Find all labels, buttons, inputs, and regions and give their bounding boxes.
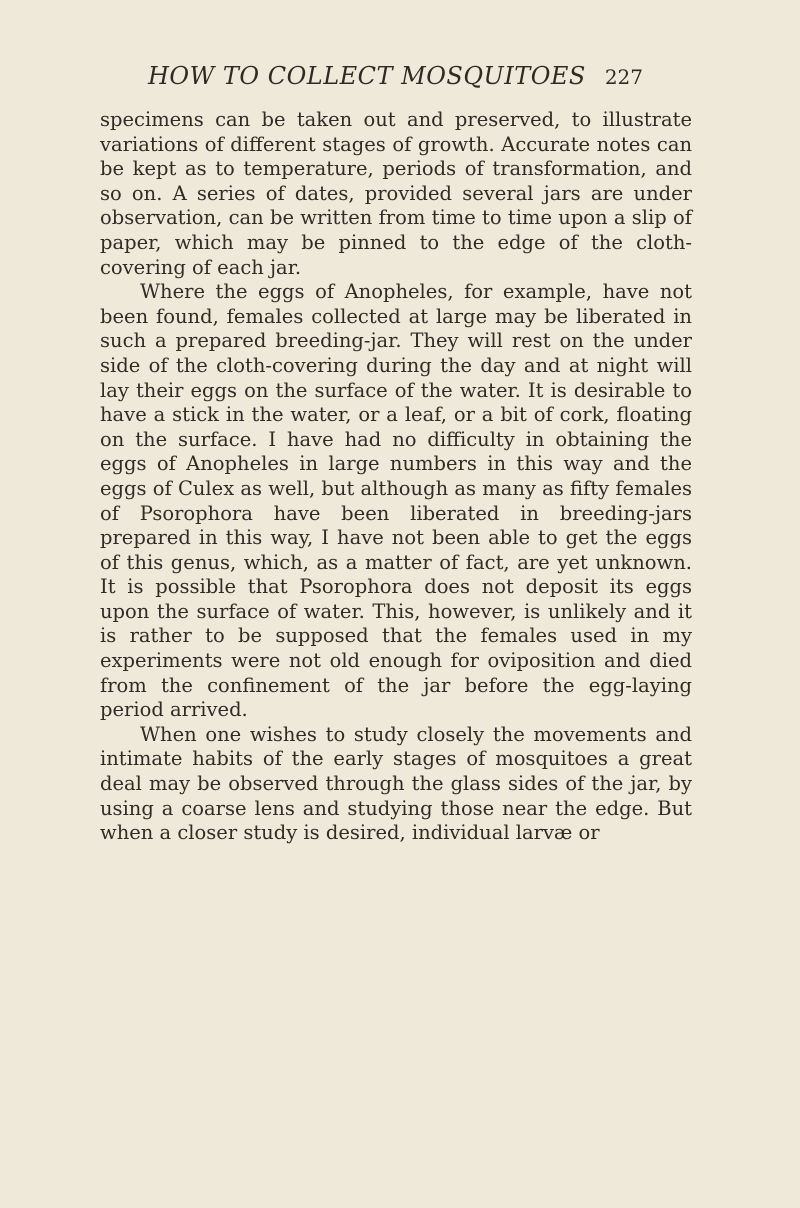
paragraph-study-habits: When one wishes to study closely the movements and intimate habits of the early stages of mosquitoes a great deal may be observed through the glass sides of the jar, by using a coarse lens and studying those near the edge. But when a closer study is desired, individual larvæ or bbox=[100, 722, 692, 845]
page-number: 227 bbox=[604, 65, 643, 89]
paragraph-anopheles-eggs: Where the eggs of Anopheles, for example, have not been found, females collected at large may be liberated in such a prepared breeding-jar. They will rest on the under side of the cloth-covering during the day and at night will lay their eggs on the surface of the water. It is desirable to have a stick in the water, or a leaf, or a bit of cork, floating on the surface. I have had no difficulty in obtaining the eggs of Anopheles in large numbers in this way and the eggs of Culex as well, but although as many as fifty females of Psorophora have been liberated in breeding-jars prepared in this way, I have not been able to get the eggs of this genus, which, as a matter of fact, are yet unknown. It is possible that Psorophora does not deposit its eggs upon the surface of water. This, however, is unlikely and it is rather to be supposed that the females used in my experiments were not old enough for oviposition and died from the confinement of the jar before the egg-laying period arrived. bbox=[100, 280, 692, 722]
body-text bbox=[100, 108, 692, 846]
running-head bbox=[148, 62, 643, 96]
paragraph-continued: specimens can be taken out and preserved, to illustrate variations of different stages of growth. Accurate notes can be kept as to temperature, periods of transformation, and so on. A series of dates, provided several jars are under observation, can be written from time to time upon a slip of paper, which may be pinned to the edge of the cloth-covering of each jar. bbox=[100, 108, 692, 279]
running-head-title: HOW TO COLLECT MOSQUITOES bbox=[148, 62, 586, 90]
